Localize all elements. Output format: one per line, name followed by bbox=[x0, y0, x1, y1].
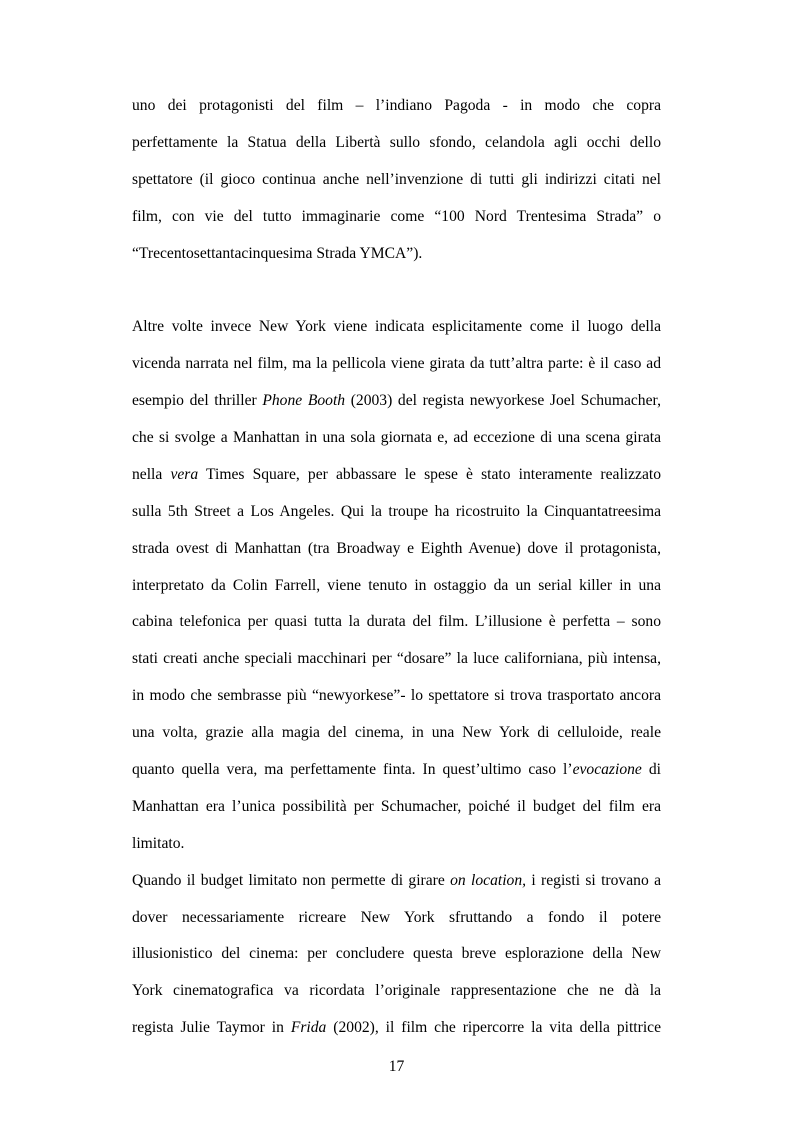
text-run: quanto quella vera, ma perfettamente finta. In quest’ultimo caso l’ bbox=[132, 761, 573, 779]
emphasis-italic: evocazione bbox=[572, 761, 642, 779]
page-number: 17 bbox=[388, 1058, 405, 1075]
text-run: regista Julie Taymor in bbox=[132, 1019, 291, 1037]
film-title-italic: Frida bbox=[290, 1019, 327, 1037]
text-line: dover necessariamente ricreare New York sfruttando a fondo il potere bbox=[132, 908, 661, 926]
text-run: esempio del thriller bbox=[132, 392, 263, 410]
text-line bbox=[132, 756, 661, 793]
film-title-italic: Phone Booth bbox=[262, 392, 346, 410]
emphasis-italic: vera bbox=[170, 465, 199, 483]
text-line: Manhattan era l’unica possibilità per Schumacher, poiché il budget del film era bbox=[132, 797, 661, 815]
text-line: “Trecentosettantacinquesima Strada YMCA”). bbox=[132, 244, 423, 262]
text-run: nella bbox=[132, 465, 171, 483]
text-line: stati creati anche speciali macchinari per “dosare” la luce californiana, più intensa, bbox=[132, 650, 661, 668]
text-line: in modo che sembrasse più “newyorkese”- lo spettatore si trova trasportato ancora bbox=[132, 687, 661, 705]
paragraph-2 bbox=[132, 313, 661, 866]
text-line: uno dei protagonisti del film – l’indiano Pagoda - in modo che copra bbox=[132, 97, 661, 114]
paragraph-1 bbox=[132, 92, 661, 276]
text-run: Quando il budget limitato non permette di girare bbox=[132, 871, 451, 889]
text-line: York cinematografica va ricordata l’originale rappresentazione che ne dà la bbox=[132, 982, 661, 1000]
text-line: vicenda narrata nel film, ma la pellicola viene girata da tutt’altra parte: è il caso ad bbox=[132, 355, 661, 373]
text-line bbox=[132, 867, 661, 904]
text-line: una volta, grazie alla magia del cinema, in una New York di celluloide, reale bbox=[132, 724, 661, 742]
text-line: spettatore (il gioco continua anche nell’invenzione di tutti gli indirizzi citati nel bbox=[132, 170, 661, 188]
document-body bbox=[132, 92, 661, 1051]
text-line: interpretato da Colin Farrell, viene tenuto in ostaggio da un serial killer in una bbox=[132, 576, 661, 594]
paragraph-3 bbox=[132, 867, 661, 1051]
text-run: Times Square, per abbassare le spese è stato interamente realizzato bbox=[198, 465, 662, 483]
text-line: Altre volte invece New York viene indicata esplicitamente come il luogo della bbox=[132, 318, 661, 336]
text-line bbox=[132, 387, 661, 424]
text-line: perfettamente la Statua della Libertà sullo sfondo, celandola agli occhi dello bbox=[132, 133, 661, 151]
text-line: cabina telefonica per quasi tutta la durata del film. L’illusione è perfetta – sono bbox=[132, 613, 661, 631]
text-line: strada ovest di Manhattan (tra Broadway e Eighth Avenue) dove il protagonista, bbox=[132, 539, 661, 557]
text-line: film, con vie del tutto immaginarie come “100 Nord Trentesima Strada” o bbox=[132, 207, 661, 225]
text-line: che si svolge a Manhattan in una sola giornata e, ad eccezione di una scena girata bbox=[132, 429, 661, 447]
text-line: sulla 5th Street a Los Angeles. Qui la troupe ha ricostruito la Cinquantatreesima bbox=[132, 502, 661, 520]
emphasis-italic: on location, bbox=[450, 871, 527, 889]
text-run: (2002), il film che ripercorre la vita della pittrice bbox=[326, 1019, 661, 1037]
text-run: i registi si trovano a bbox=[526, 871, 661, 889]
text-run: di bbox=[641, 761, 661, 779]
paragraph-gap bbox=[132, 276, 661, 313]
text-line bbox=[132, 1014, 661, 1051]
text-line: illusionistico del cinema: per concludere questa breve esplorazione della New bbox=[132, 945, 661, 963]
text-line bbox=[132, 461, 661, 498]
text-line: limitato. bbox=[132, 834, 185, 852]
text-run: (2003) del regista newyorkese Joel Schumacher, bbox=[345, 392, 661, 410]
